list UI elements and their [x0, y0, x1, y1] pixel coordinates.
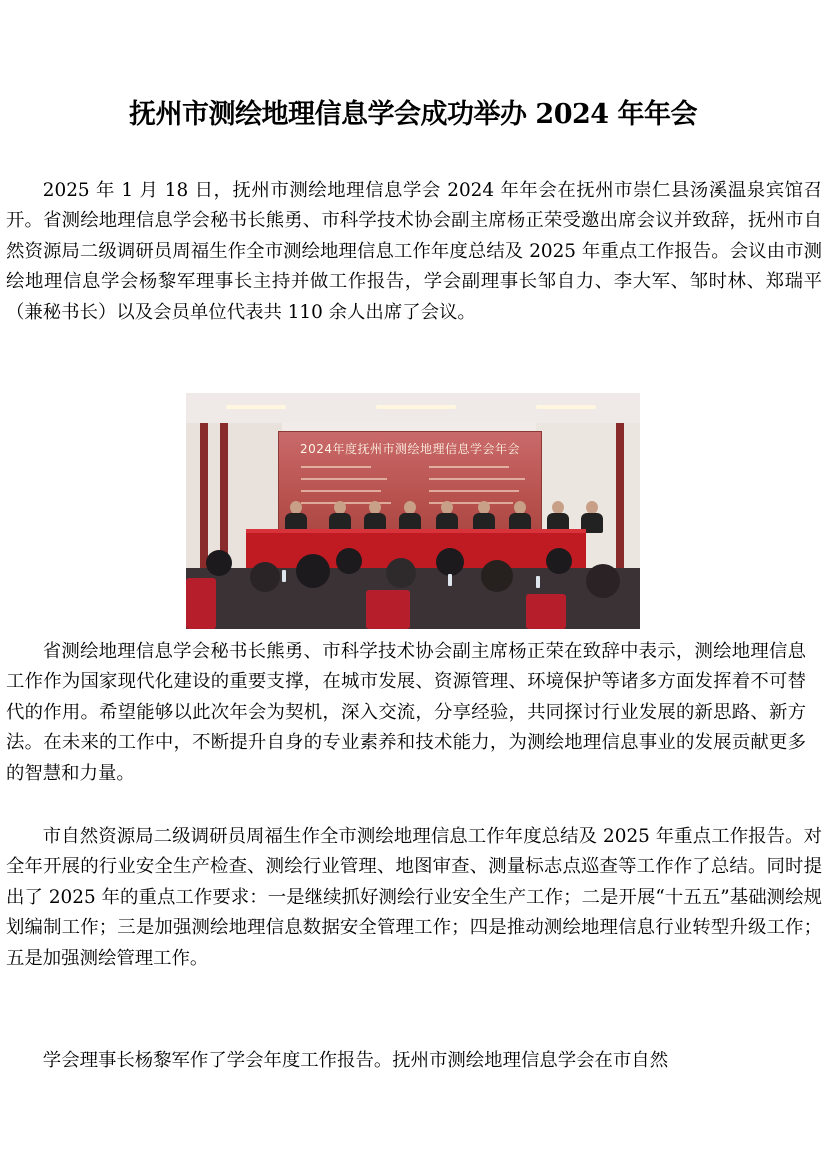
paragraph-1: 2025 年 1 月 18 日，抚州市测绘地理信息学会 2024 年年会在抚州市崇仁县汤溪温泉宾馆召开。省测绘地理信息学会秘书长熊勇、市科学技术协会副主席杨正荣受邀出席会议并致辞，抚州市自然资源局二级调研员周福生作全市测绘地理信息工作年度总结及 2025 年重点工作报告。会议由市测绘地理信息学会杨黎军理事长主持并做工作报告，学会副理事长邹自力、李大军、邹时林、郑瑞平（兼秘书长）以及会员单位代表共 110 余人出席了会议。 [6, 180, 822, 323]
photo-ceiling [186, 393, 640, 423]
paragraph-2: 省测绘地理信息学会秘书长熊勇、市科学技术协会副主席杨正荣在致辞中表示，测绘地理信息工作作为国家现代化建设的重要支撑，在城市发展、资源管理、环境保护等诸多方面发挥着不可替代的作用。希望能够以此次年会为契机，深入交流，分享经验，共同探讨行业发展的新思路、新方法。在未来的工作中，不断提升自身的专业素养和技术能力，为测绘地理信息事业的发展贡献更多的智慧和力量。 [6, 641, 806, 784]
photo-seat [186, 578, 216, 629]
photo-audience-head [336, 548, 362, 574]
meeting-photo [186, 393, 640, 629]
photo-water-bottle [282, 570, 286, 582]
paragraph-4: 学会理事长杨黎军作了学会年度工作报告。抚州市测绘地理信息学会在市自然 [42, 1050, 669, 1071]
photo-audience-head [436, 548, 464, 576]
photo-seat [366, 590, 410, 629]
photo-ceiling-light [536, 405, 596, 409]
photo-audience-head [586, 564, 620, 598]
photo-pillar [616, 423, 624, 588]
photo-audience-head [546, 548, 572, 574]
photo-screen-line [301, 466, 371, 468]
article-title: 抚州市测绘地理信息学会成功举办 2024 年年会 [129, 99, 697, 130]
photo-screen-title: 2024年度抚州市测绘地理信息学会年会 [299, 442, 521, 456]
photo-water-bottle [448, 574, 452, 586]
paragraph-3: 市自然资源局二级调研员周福生作全市测绘地理信息工作年度总结及 2025 年重点工作报告。对全年开展的行业安全生产检查、测绘行业管理、地图审查、测量标志点巡查等工作作了总结。同时提出了 2025 年的重点工作要求：一是继续抓好测绘行业安全生产工作；二是开展“十五五”基础测绘规划编制工作；三是加强测绘地理信息数据安全管理工作；四是推动测绘地理信息行业转型升级工作；五是加强测绘管理工作。 [6, 826, 822, 969]
photo-ceiling-light [376, 405, 456, 409]
photo-water-bottle [536, 576, 540, 588]
photo-screen-line [429, 478, 525, 480]
photo-ceiling-light [226, 405, 286, 409]
photo-audience-head [206, 550, 232, 576]
photo-screen-line [429, 490, 519, 492]
photo-audience-head [481, 560, 513, 592]
photo-screen-line [301, 490, 381, 492]
photo-audience [186, 568, 640, 629]
photo-audience-head [386, 558, 416, 588]
photo-screen-line [429, 466, 509, 468]
photo-audience-head [250, 562, 280, 592]
photo-screen-line [301, 478, 387, 480]
photo-seat [526, 594, 566, 629]
photo-audience-head [296, 554, 330, 588]
